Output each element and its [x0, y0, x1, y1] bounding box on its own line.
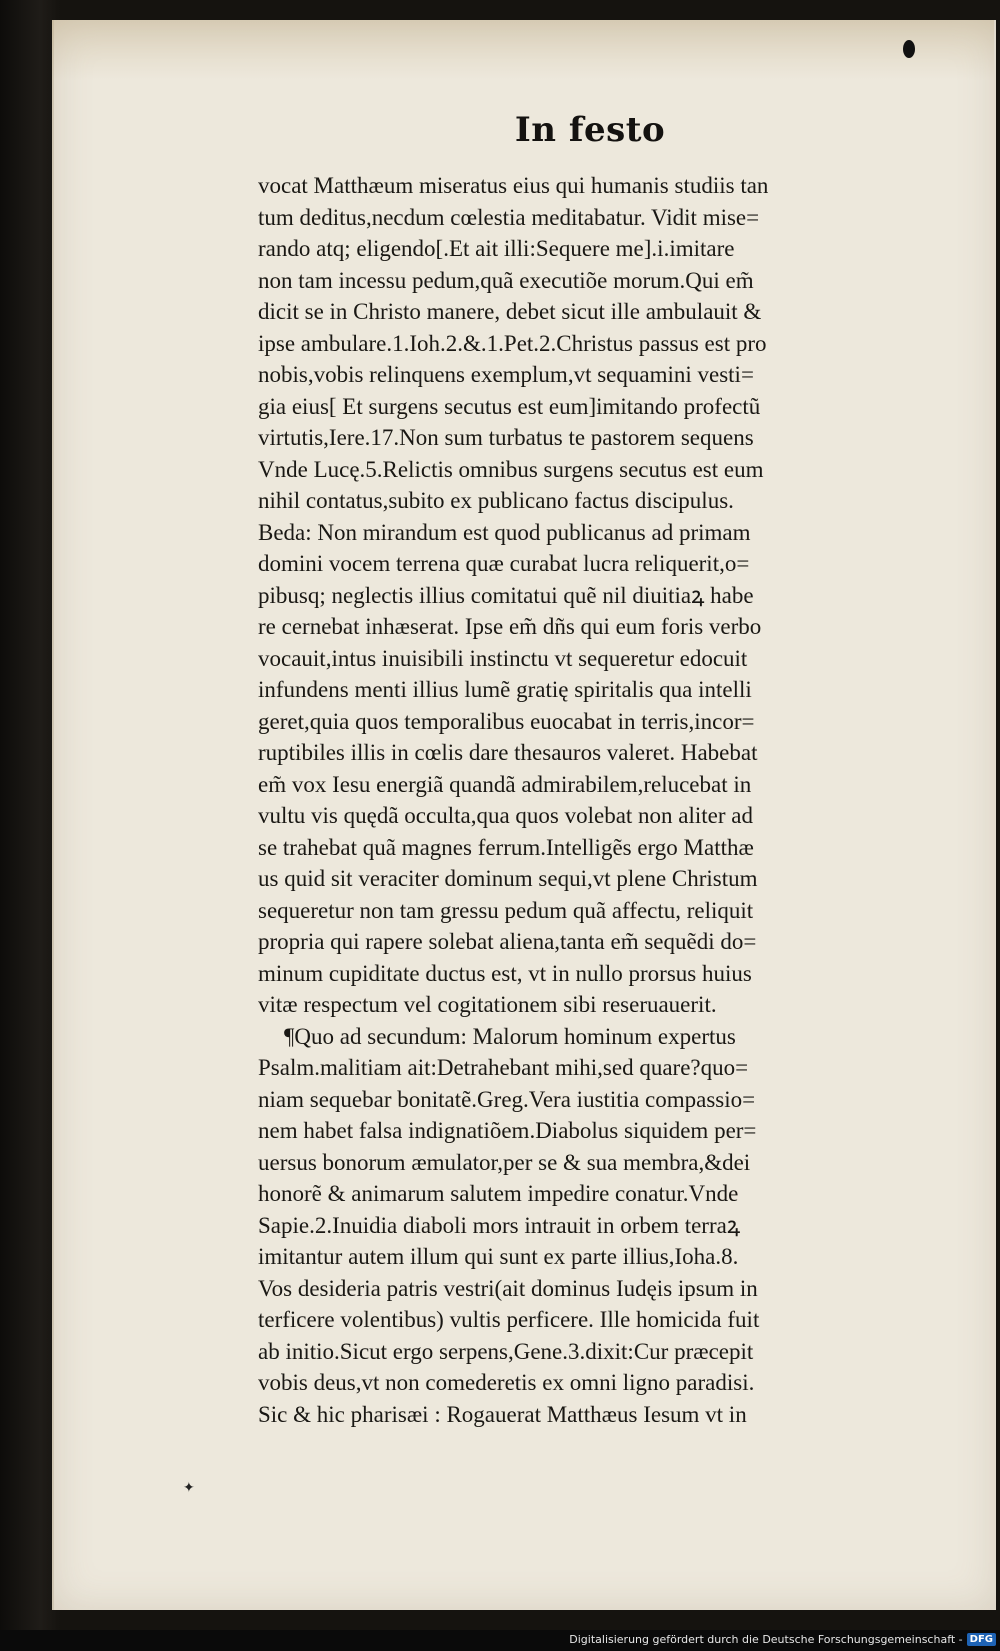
text-line: vobis deus,vt non comederetis ex omni ligno paradisi. [258, 1370, 755, 1395]
margin-mark: ✦ [183, 1480, 195, 1496]
text-line: nihil contatus,subito ex publicano factus discipulus. [258, 488, 734, 513]
text-line: propria qui rapere solebat aliena,tanta em̃ sequẽdi do= [258, 929, 757, 954]
credit-text: Digitalisierung gefördert durch die Deutsche Forschungsgemeinschaft - [569, 1633, 963, 1646]
text-line: ruptibiles illis in cœlis dare thesauros valeret. Habebat [258, 740, 758, 765]
text-line: nobis,vobis relinquens exemplum,vt sequamini vesti= [258, 362, 754, 387]
text-line: Sic & hic pharisæi : Rogauerat Matthæus Iesum vt in [258, 1401, 747, 1427]
text-line: us quid sit veraciter dominum sequi,vt plene Christum [258, 866, 758, 891]
text-line: Sapie.2.Inuidia diaboli mors intrauit in orbem terraꝝ [258, 1212, 741, 1238]
text-line: gia eius[ Et surgens secutus est eum]imitando profectũ [258, 393, 761, 419]
text-line: sequeretur non tam gressu pedum quã affectu, reliquit [258, 897, 754, 923]
text-line: rando atq; eligendo[.Et ait illi:Sequere me].i.imitare [258, 236, 735, 261]
text-line: imitantur autem illum qui sunt ex parte illius,Ioha.8. [258, 1244, 739, 1269]
text-line: dicit se in Christo manere, debet sicut ille ambulauit & [258, 299, 762, 324]
text-line: vocauit,intus inuisibili instinctu vt sequeretur edocuit [258, 645, 748, 671]
text-line: Vnde Lucę.5.Relictis omnibus surgens secutus est eum [258, 456, 764, 482]
text-line: infundens menti illius lumẽ gratię spiritalis qua intelli [258, 677, 752, 702]
text-line: vultu vis quędã occulta,qua quos volebat non aliter ad [258, 803, 754, 828]
text-line: vocat Matthæum miseratus eius qui humanis studiis tan [258, 173, 769, 198]
text-line: geret,quia quos temporalibus euocabat in terris,incor= [258, 708, 755, 734]
dfg-logo: DFG [967, 1633, 996, 1646]
text-line: terficere volentibus) vultis perficere. Ille homicida fuit [258, 1307, 760, 1332]
text-line: uersus bonorum æmulator,per se & sua membra,&dei [258, 1149, 751, 1175]
text-line: ab initio.Sicut ergo serpens,Gene.3.dixit:Cur præcepit [258, 1338, 754, 1364]
text-line: niam sequebar bonitatẽ.Greg.Vera iustitia compassio= [258, 1086, 756, 1112]
footer-credit [569, 1633, 996, 1646]
text-line: domini vocem terrena quæ curabat lucra reliquerit,o= [258, 551, 750, 576]
text-line: Psalm.malitiam ait:Detrahebant mihi,sed quare?quo= [258, 1055, 749, 1080]
text-line: re cernebat inhæserat. Ipse em̃ dñs qui eum foris verbo [258, 614, 762, 639]
ink-blot-mark [903, 40, 915, 58]
running-head: In festo [514, 110, 666, 150]
text-line: virtutis,Iere.17.Non sum turbatus te pastorem sequens [258, 425, 754, 450]
text-line: Beda: Non mirandum est quod publicanus ad primam [258, 519, 751, 545]
text-line: minum cupiditate ductus est, vt in nullo prorsus huius [258, 960, 752, 986]
text-line: se trahebat quã magnes ferrum.Intelligẽs ergo Matthæ [258, 834, 754, 860]
body-text [258, 170, 928, 1430]
text-line: ipse ambulare.1.Ioh.2.&.1.Pet.2.Christus passus est pro [258, 330, 767, 356]
text-line: vitæ respectum vel cogitationem sibi reseruauerit. [258, 992, 717, 1017]
text-line: Vos desideria patris vestri(ait dominus Iudęis ipsum in [258, 1275, 758, 1301]
text-line: pibusq; neglectis illius comitatui quẽ nil diuitiaꝝ habe [258, 582, 754, 608]
text-line: honorẽ & animarum salutem impedire conatur.Vnde [258, 1181, 739, 1206]
text-line: tum deditus,necdum cœlestia meditabatur. Vidit mise= [258, 204, 760, 230]
text-line: nem habet falsa indignatiõem.Diabolus siquidem per= [258, 1118, 757, 1143]
text-line: em̃ vox Iesu energiã quandã admirabilem,relucebat in [258, 771, 752, 797]
text-line: ¶Quo ad secundum: Malorum hominum expertus [284, 1023, 736, 1049]
text-line: non tam incessu pedum,quã executiõe morum.Qui em̃ [258, 267, 754, 293]
